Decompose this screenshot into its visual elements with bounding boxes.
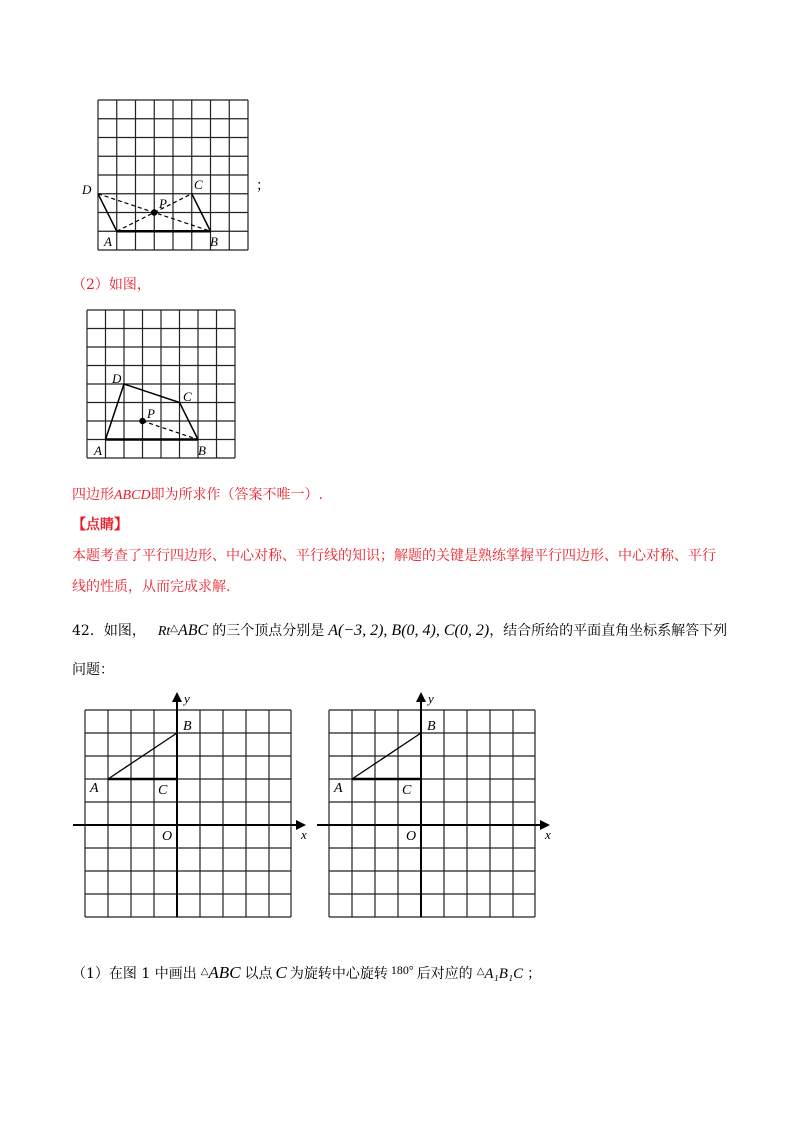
coordinate-grid-2 — [314, 690, 564, 925]
answer-name: ABCD — [114, 488, 151, 503]
label-a: A — [94, 443, 102, 458]
x-axis-label: x — [301, 827, 307, 842]
sub1-text-4: 后对应的 — [416, 966, 473, 982]
rotation-center: C — [275, 963, 287, 982]
triangle-symbol: △ — [476, 966, 485, 977]
sub1-end: ； — [527, 966, 542, 982]
label-d: D — [82, 182, 92, 197]
triangle-symbol: △ — [200, 966, 209, 977]
question-42-line-1 — [72, 619, 727, 642]
comment-title: 【点睛】 — [72, 517, 128, 533]
comment-line-1: 本题考查了平行四边形、中心对称、平行线的知识；解题的关键是熟练掌握平行四边形、中心对称、平行 — [72, 548, 716, 564]
label-o: O — [406, 829, 417, 844]
label-a: A — [104, 234, 112, 249]
question-mid: 的三个顶点分别是 — [212, 623, 325, 639]
figure-1-trailing: ； — [256, 178, 270, 194]
y-axis-label: y — [428, 691, 434, 706]
label-c: C — [194, 177, 203, 192]
label-b: B — [210, 234, 218, 249]
sub1-text-3: 为旋转中心旋转 — [289, 966, 388, 982]
label-c: C — [402, 783, 412, 798]
label-o: O — [162, 829, 173, 844]
rotation-angle: 180° — [390, 963, 414, 977]
label-c: C — [158, 783, 168, 798]
coordinate-grid-1 — [70, 690, 320, 925]
rt-symbol: Rt — [157, 624, 171, 639]
label-b: B — [198, 443, 206, 458]
label-b: B — [183, 719, 192, 734]
comment-line-2: 线的性质，从而完成求解. — [72, 579, 231, 595]
quadrilateral-figure-2 — [70, 303, 250, 468]
label-b: B — [427, 719, 436, 734]
label-a: A — [90, 781, 99, 796]
part-2-heading: （2）如图， — [72, 277, 151, 293]
sub1-result-triangle: A₁B₁C — [484, 966, 524, 982]
triangle-name: ABC — [177, 622, 209, 639]
parallelogram-figure-1 — [60, 90, 290, 260]
sub1-triangle: ABC — [208, 963, 241, 982]
label-p: P — [147, 406, 155, 421]
sub1-text-2: 以点 — [244, 966, 273, 982]
label-a: A — [334, 781, 343, 796]
x-axis-label: x — [545, 827, 551, 842]
question-42-line-2: 问题： — [72, 662, 114, 678]
answer-suffix: 即为所求作（答案不唯一）. — [150, 487, 324, 503]
sub1-text-1: （1）在图 1 中画出 — [72, 966, 197, 982]
y-axis-label: y — [184, 691, 190, 706]
label-c: C — [183, 389, 192, 404]
label-p: P — [159, 196, 167, 211]
question-after: ，结合所给的平面直角坐标系解答下列 — [489, 623, 728, 639]
triangle-symbol: △ — [170, 623, 178, 634]
vertex-coordinates: A(−3, 2), B(0, 4), C(0, 2) — [328, 622, 490, 639]
sub-question-1 — [72, 960, 541, 984]
answer-prefix: 四边形 — [72, 487, 114, 503]
answer-line — [72, 485, 323, 506]
label-d: D — [112, 371, 122, 386]
question-number: 42．如图， — [72, 623, 146, 639]
